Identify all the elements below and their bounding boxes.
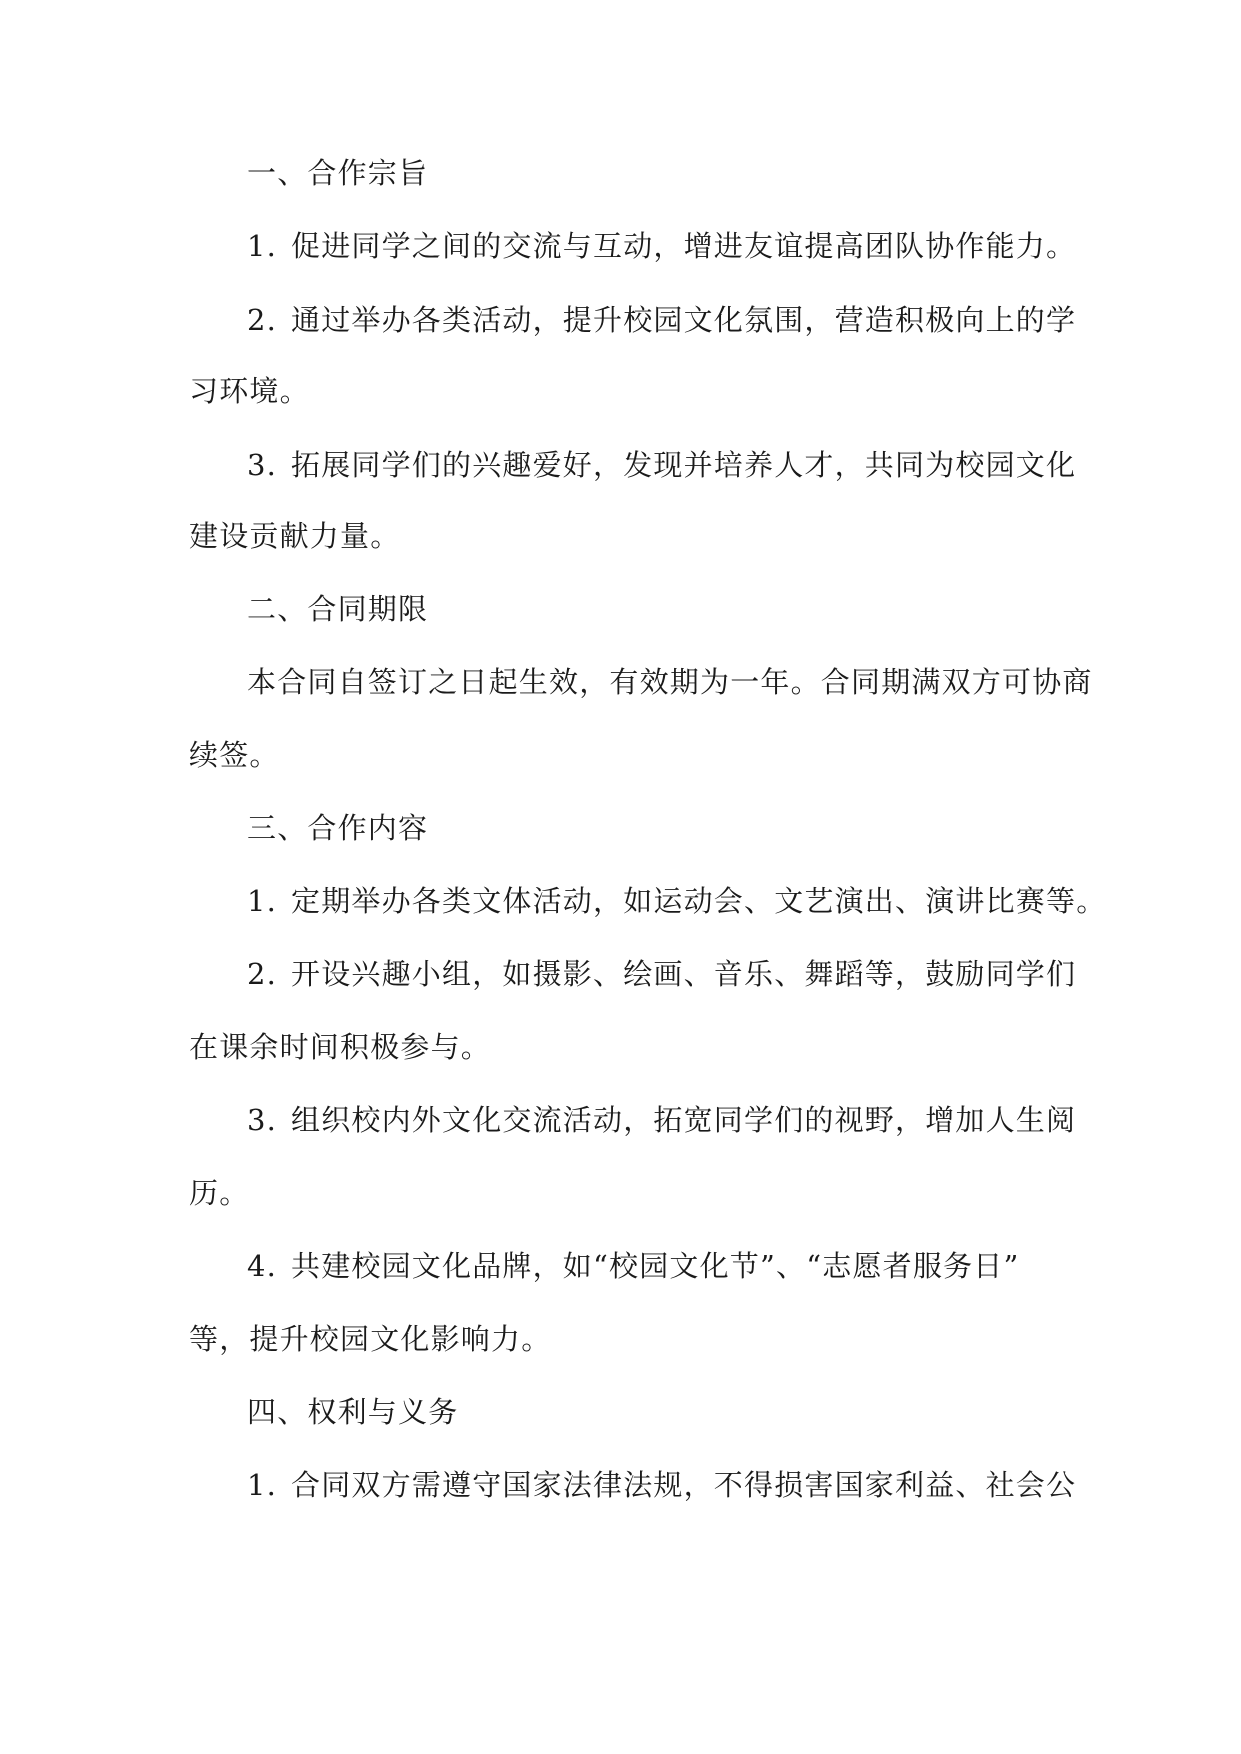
item-number: 2. xyxy=(247,303,278,337)
paragraph-3-2-cont: 在课余时间积极参与。 xyxy=(189,1030,492,1064)
paragraph-3-2: 2. 开设兴趣小组，如摄影、绘画、音乐、舞蹈等，鼓励同学们 xyxy=(247,954,1069,994)
paragraph-3-4: 4. 共建校园文化品牌，如“校园文化节”、“志愿者服务日” xyxy=(247,1246,1069,1286)
paragraph-4-1: 1. 合同双方需遵守国家法律法规，不得损害国家利益、社会公 xyxy=(247,1465,1069,1505)
paragraph-3-4-cont: 等，提升校园文化影响力。 xyxy=(189,1322,552,1356)
paragraph-3-3-cont: 历。 xyxy=(189,1176,250,1210)
paragraph-1-3: 3. 拓展同学们的兴趣爱好，发现并培养人才，共同为校园文化 xyxy=(247,445,1069,485)
paragraph-1-2-cont: 习环境。 xyxy=(189,374,310,408)
section-heading-3: 三、合作内容 xyxy=(247,811,429,845)
item-number: 1. xyxy=(247,229,278,263)
item-number: 2. xyxy=(247,957,278,991)
paragraph-2-1-cont: 续签。 xyxy=(189,738,280,772)
paragraph-2-1: 本合同自签订之日起生效，有效期为一年。合同期满双方可协商 xyxy=(247,665,1093,699)
item-number: 1. xyxy=(247,1468,278,1502)
paragraph-1-3-cont: 建设贡献力量。 xyxy=(189,519,401,553)
paragraph-3-3: 3. 组织校内外文化交流活动，拓宽同学们的视野，增加人生阅 xyxy=(247,1100,1069,1140)
section-heading-1: 一、合作宗旨 xyxy=(247,156,429,190)
paragraph-1-1: 1. 促进同学之间的交流与互动，增进友谊提高团队协作能力。 xyxy=(247,226,1069,266)
item-number: 3. xyxy=(247,448,278,482)
item-number: 4. xyxy=(247,1249,278,1283)
item-number: 1. xyxy=(247,884,278,918)
paragraph-1-2: 2. 通过举办各类活动，提升校园文化氛围，营造积极向上的学 xyxy=(247,300,1069,340)
item-number: 3. xyxy=(247,1103,278,1137)
section-heading-4: 四、权利与义务 xyxy=(247,1395,459,1429)
section-heading-2: 二、合同期限 xyxy=(247,592,429,626)
paragraph-3-1: 1. 定期举办各类文体活动，如运动会、文艺演出、演讲比赛等。 xyxy=(247,881,1069,921)
